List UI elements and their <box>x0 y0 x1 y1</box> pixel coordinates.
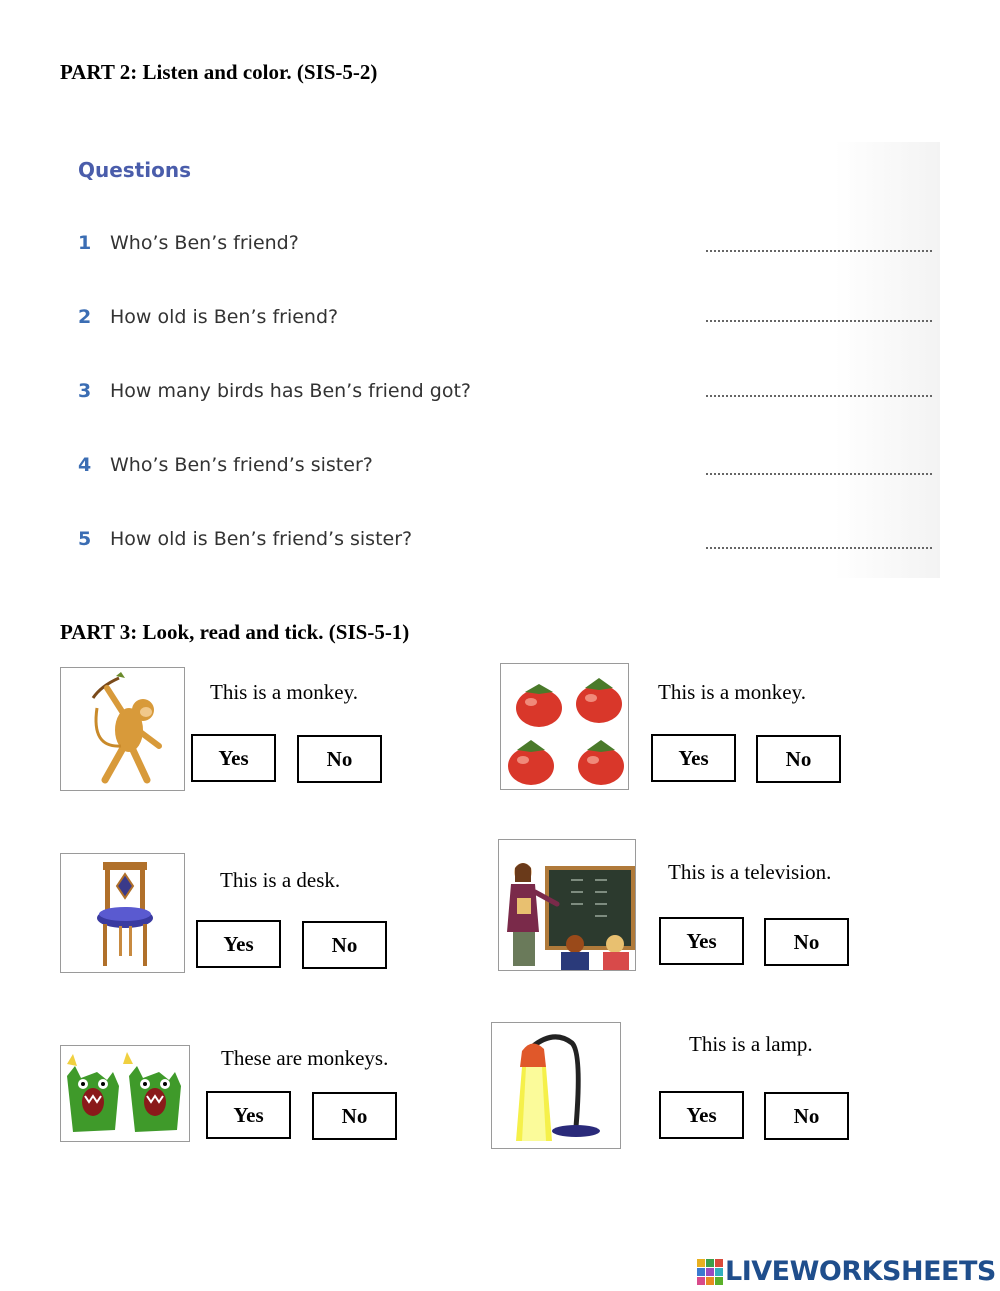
questions-title: Questions <box>78 158 192 182</box>
yes-button[interactable]: Yes <box>206 1091 291 1139</box>
question-text: Who’s Ben’s friend? <box>110 232 299 254</box>
item-sentence: This is a monkey. <box>658 680 806 704</box>
answer-line[interactable] <box>706 473 932 475</box>
chair-picture <box>60 853 185 973</box>
liveworksheets-logo <box>697 1256 996 1287</box>
no-button[interactable]: No <box>764 1092 849 1140</box>
item-sentence: This is a television. <box>668 860 832 884</box>
questions-panel <box>60 142 940 578</box>
green-monsters-picture <box>60 1045 190 1142</box>
question-text: Who’s Ben’s friend’s sister? <box>110 454 373 476</box>
monkey-icon <box>61 668 184 790</box>
yes-button[interactable]: Yes <box>196 920 281 968</box>
question-text: How old is Ben’s friend’s sister? <box>110 528 413 550</box>
question-text: How many birds has Ben’s friend got? <box>110 380 471 402</box>
question-number: 2 <box>78 306 92 328</box>
answer-line[interactable] <box>706 395 932 397</box>
tomatoes-icon <box>501 664 628 789</box>
yes-button[interactable]: Yes <box>191 734 276 782</box>
item-sentence: This is a lamp. <box>689 1032 813 1056</box>
question-number: 3 <box>78 380 92 402</box>
question-number: 4 <box>78 454 92 476</box>
part2-heading: PART 2: Listen and color. (SIS-5-2) <box>60 60 378 84</box>
lamp-picture <box>491 1022 621 1149</box>
logo-blocks-icon <box>697 1259 723 1285</box>
no-button[interactable]: No <box>302 921 387 969</box>
no-button[interactable]: No <box>756 735 841 783</box>
no-button[interactable]: No <box>297 735 382 783</box>
logo-text: LIVEWORKSHEETS <box>725 1256 996 1287</box>
item-sentence: These are monkeys. <box>221 1046 389 1070</box>
answer-line[interactable] <box>706 320 932 322</box>
question-number: 1 <box>78 232 92 254</box>
monkey-picture <box>60 667 185 791</box>
yes-button[interactable]: Yes <box>659 1091 744 1139</box>
question-text: How old is Ben’s friend? <box>110 306 339 328</box>
answer-line[interactable] <box>706 250 932 252</box>
no-button[interactable]: No <box>764 918 849 966</box>
lamp-icon <box>492 1023 620 1148</box>
green-monsters-icon <box>61 1046 189 1141</box>
item-sentence: This is a monkey. <box>210 680 358 704</box>
teacher-classroom-picture <box>498 839 636 971</box>
answer-line[interactable] <box>706 547 932 549</box>
tomatoes-picture <box>500 663 629 790</box>
yes-button[interactable]: Yes <box>651 734 736 782</box>
item-sentence: This is a desk. <box>220 868 341 892</box>
classroom-icon <box>499 840 635 970</box>
question-number: 5 <box>78 528 92 550</box>
yes-button[interactable]: Yes <box>659 917 744 965</box>
no-button[interactable]: No <box>312 1092 397 1140</box>
chair-icon <box>61 854 184 972</box>
part3-heading: PART 3: Look, read and tick. (SIS-5-1) <box>60 620 410 644</box>
